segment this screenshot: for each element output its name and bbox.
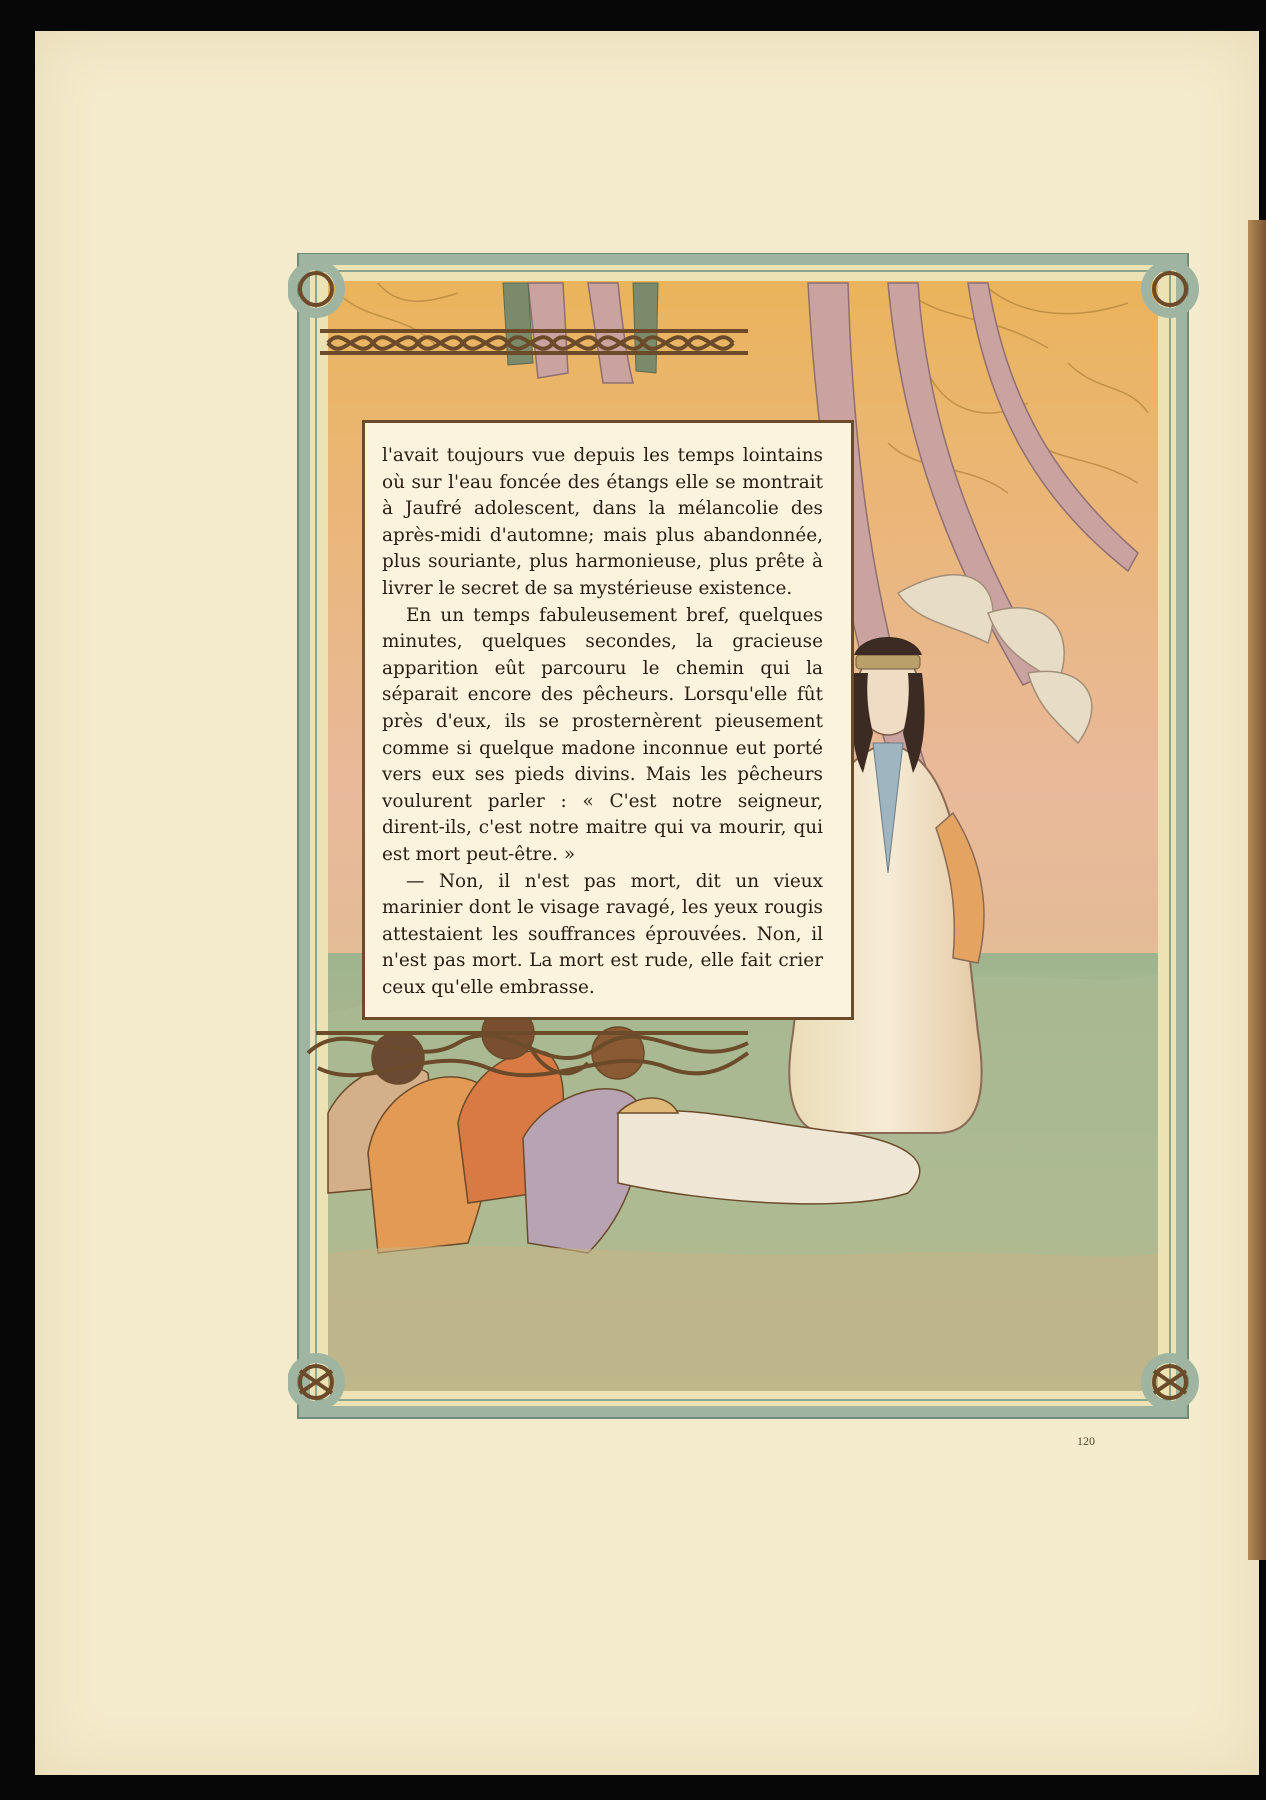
paragraph-3: — Non, il n'est pas mort, dit un vieux marinier dont le visage ravagé, les yeux rougis attestaient les souffrances éprouvées. Non, il n'est pas mort. La mort est rude, elle fait crier ceux qu'elle embrasse. — [382, 870, 823, 998]
page-number: 120 — [1077, 1434, 1095, 1448]
facing-page-edge — [1248, 220, 1266, 1560]
paragraph-2: En un temps fabuleusement bref, quelques minutes, quelques secondes, la gracieuse apparition eût parcouru le chemin qui la séparait encore des pêcheurs. Lorsqu'elle fût près d'eux, ils se prosternèrent pieusement comme si quelque madone inconnue eut porté vers eux ses pieds divins. Mais les pêcheurs voulurent parler : « C'est notre seigneur, dirent-ils, c'est notre maitre qui va mourir, qui est mort peut-être. » — [382, 604, 823, 865]
paragraph-1: l'avait toujours vue depuis les temps lointains où sur l'eau foncée des étangs elle se montrait à Jaufré adolescent, dans la mélancolie des après-midi d'automne; mais plus abandonnée, plus souriante, plus harmonieuse, plus prête à livrer le secret de sa mystérieuse existence. — [382, 445, 823, 599]
story-text — [382, 443, 823, 1001]
